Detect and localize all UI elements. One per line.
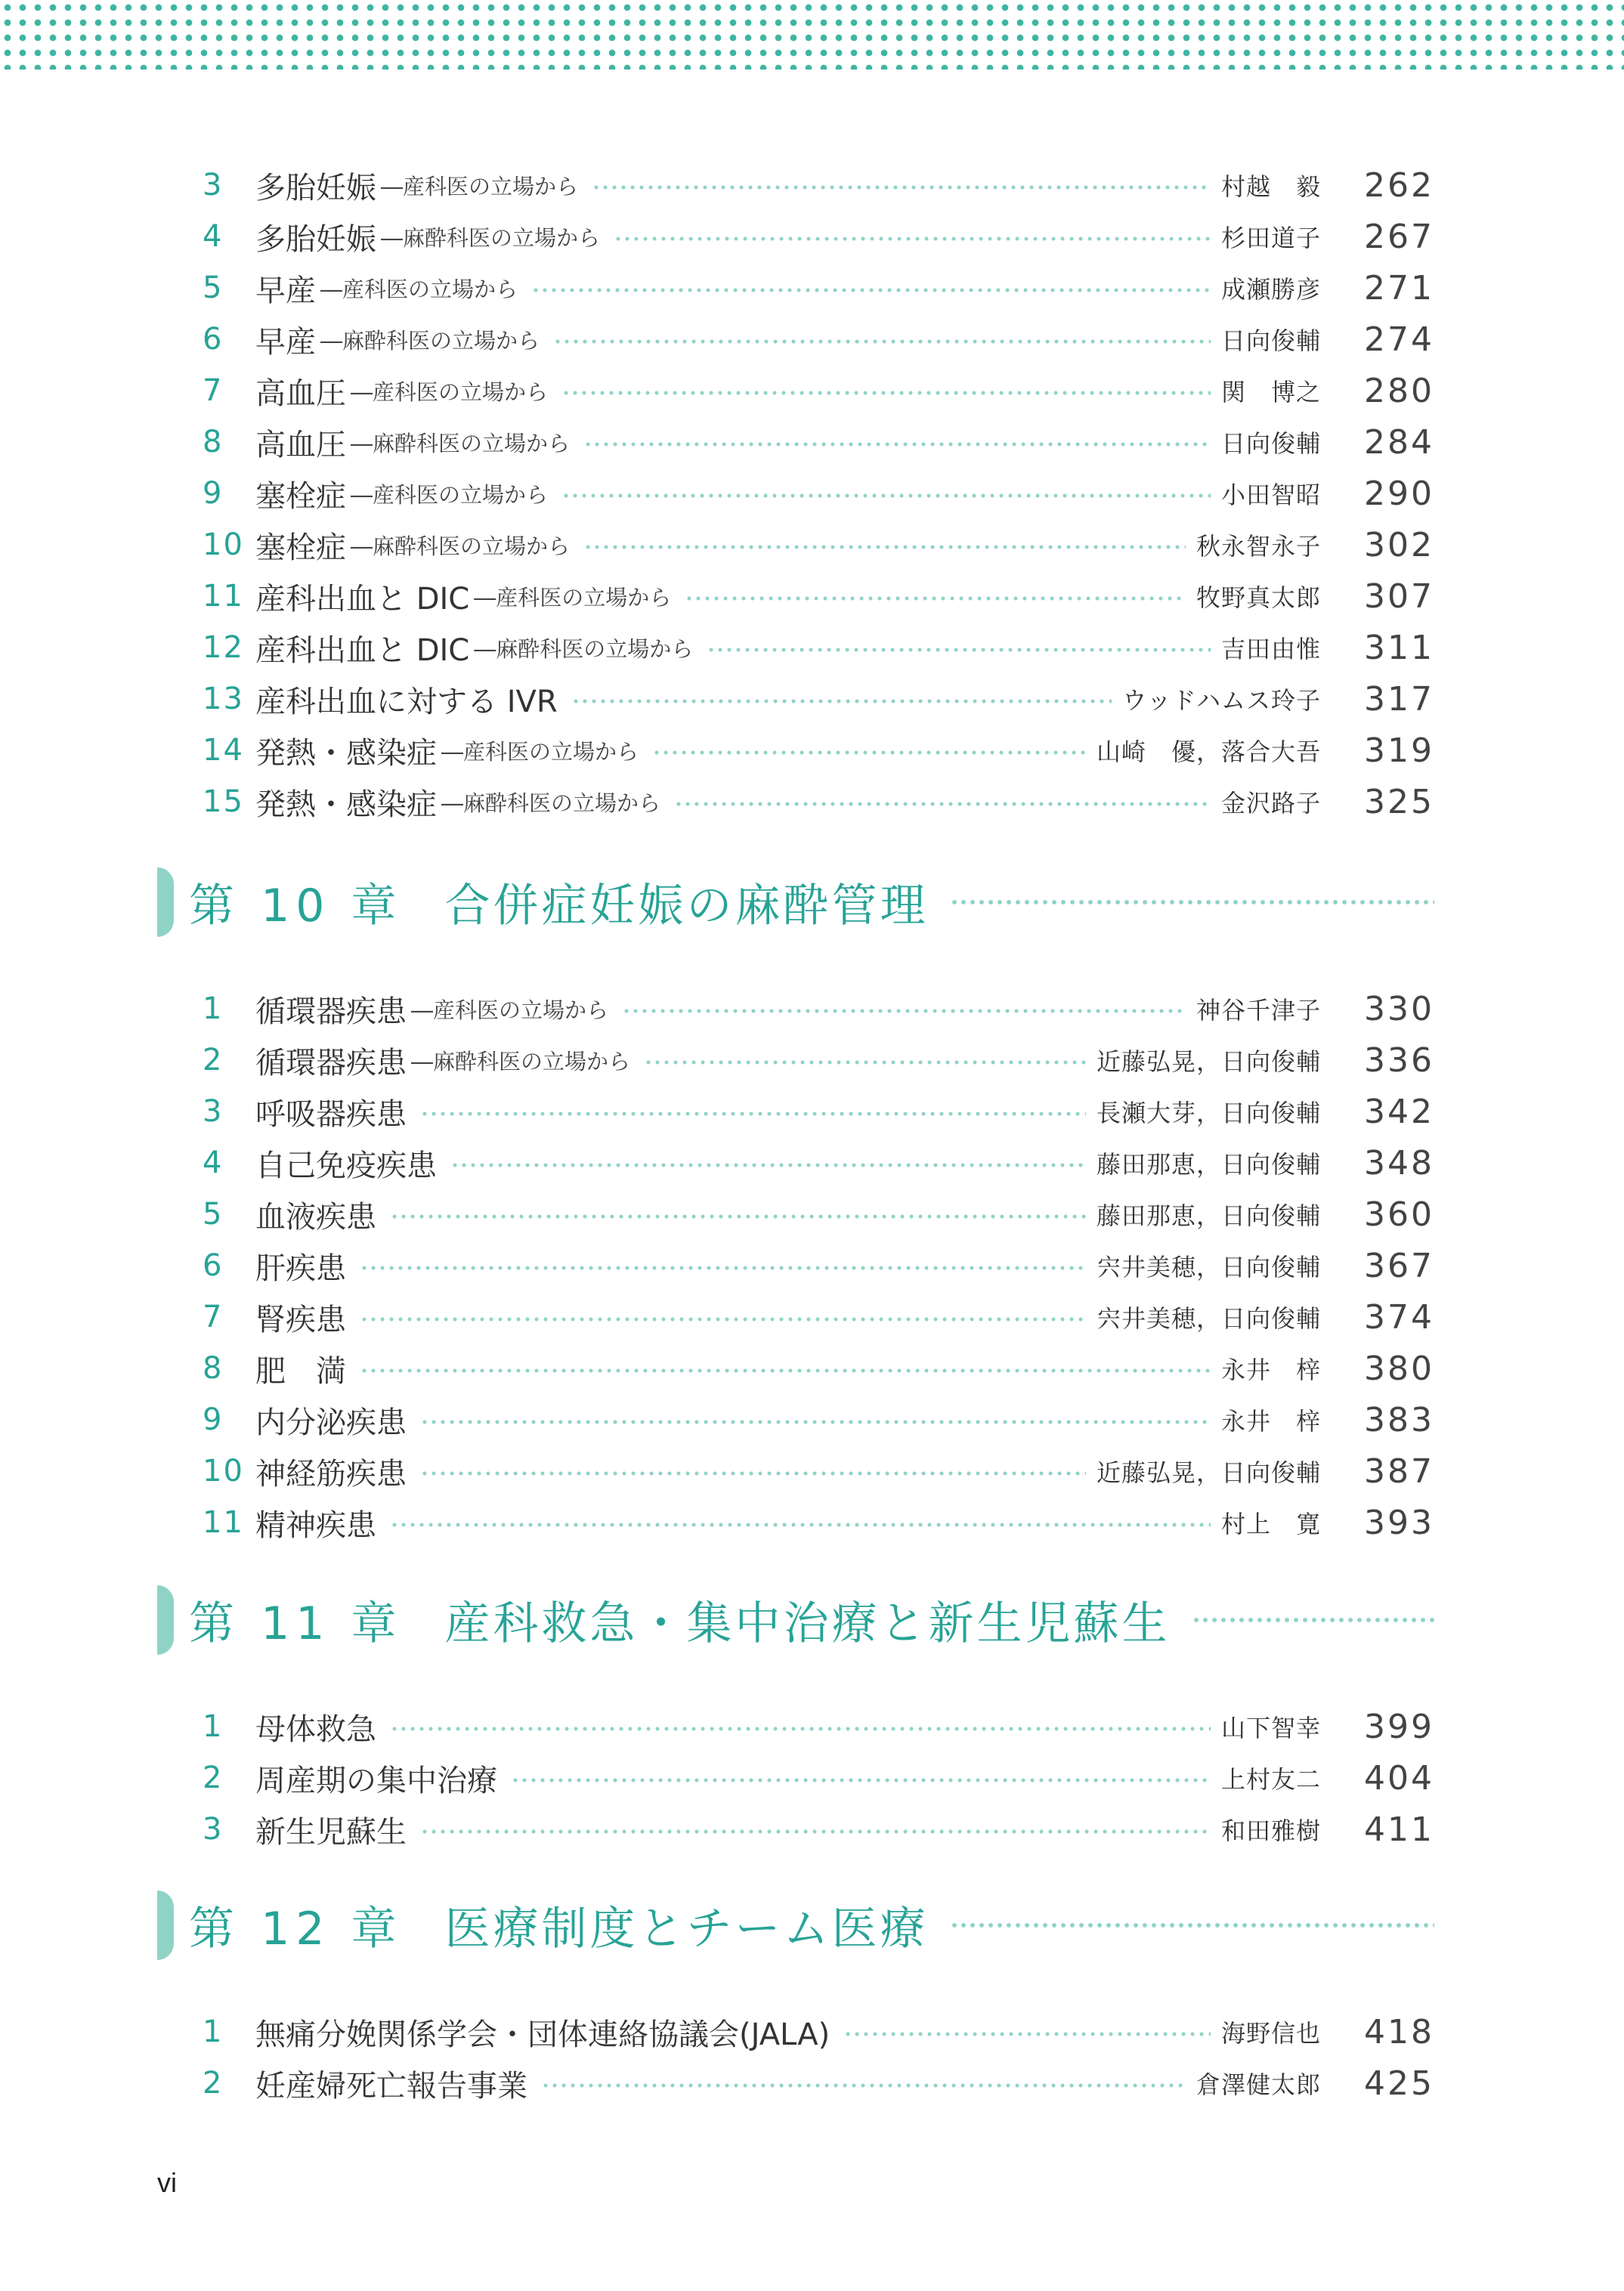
entry-leader-dots [390, 1727, 1211, 1731]
entry-page-number: 284 [1364, 422, 1434, 462]
entry-number: 4 [203, 1146, 224, 1180]
entry-number: 3 [203, 168, 224, 203]
entry-leader-dots [511, 1778, 1211, 1782]
toc-entry[interactable] [203, 1398, 1434, 1442]
entry-leader-dots [390, 1214, 1086, 1219]
entry-leader-dots [360, 1368, 1211, 1373]
entry-leader-dots [561, 391, 1211, 395]
entry-leader-dots [674, 802, 1211, 806]
entry-page-number: 271 [1364, 268, 1434, 308]
entry-author: 近藤弘晃，日向俊輔 [1096, 1458, 1321, 1487]
entry-title: 神経筋疾患 [255, 1456, 407, 1492]
entry-author: 村上 寛 [1220, 1510, 1321, 1538]
entry-author: 海野信也 [1220, 2019, 1321, 2048]
entry-page-number: 383 [1364, 1400, 1434, 1439]
entry-author: 藤田那恵，日向俊輔 [1096, 1150, 1321, 1179]
entry-leader-dots [571, 699, 1112, 703]
toc-entry[interactable] [203, 728, 1434, 772]
entry-leader-dots [420, 1111, 1086, 1116]
entry-number: 2 [203, 1043, 224, 1077]
entry-number: 9 [203, 476, 224, 511]
entry-author: 日向俊輔 [1220, 429, 1321, 458]
entry-title: 循環器疾患 [255, 1045, 407, 1081]
entry-number: 14 [203, 733, 244, 768]
entry-title: 内分泌疾患 [255, 1405, 407, 1440]
entry-author: 牧野真太郎 [1196, 583, 1321, 612]
entry-subtitle: ―麻酔科医の立場から [351, 533, 571, 559]
chapter-tab-marker [157, 1891, 174, 1960]
entry-title: 高血圧 [255, 376, 346, 411]
chapter-tab-marker [157, 867, 174, 937]
entry-page-number: 367 [1364, 1246, 1434, 1285]
chapter-number: 第 10 章 [189, 880, 403, 932]
toc-entry[interactable] [203, 1244, 1434, 1288]
entry-title: 産科出血と DIC [255, 632, 470, 668]
entry-author: 杉田道子 [1220, 224, 1321, 252]
entry-leader-dots [652, 750, 1086, 755]
entry-number: 1 [203, 991, 224, 1026]
entry-author: 神谷千津子 [1196, 996, 1321, 1025]
chapter-title: 医療制度とチーム医療 [444, 1903, 929, 1956]
entry-page-number: 319 [1364, 731, 1434, 770]
entry-title: 自己免疫疾患 [255, 1148, 437, 1183]
entry-leader-dots [531, 288, 1211, 292]
toc-entry[interactable] [203, 2010, 1434, 2054]
entry-subtitle: ―麻酔科医の立場から [441, 790, 661, 816]
toc-entry[interactable] [203, 1807, 1434, 1851]
entry-number: 1 [203, 2014, 224, 2049]
entry-page-number: 387 [1364, 1452, 1434, 1491]
toc-entry[interactable] [203, 1141, 1434, 1185]
entry-title: 多胎妊娠 [255, 170, 376, 206]
entry-page-number: 342 [1364, 1092, 1434, 1131]
entry-author: 山下智幸 [1220, 1714, 1321, 1742]
entry-leader-dots [592, 185, 1211, 190]
entry-subtitle: ―麻酔科医の立場から [351, 430, 571, 456]
entry-page-number: 399 [1364, 1707, 1434, 1746]
entry-subtitle: ―産科医の立場から [474, 584, 672, 611]
entry-leader-dots [622, 1009, 1186, 1013]
entry-title: 精神疾患 [255, 1507, 376, 1543]
entry-subtitle: ―産科医の立場から [351, 379, 549, 405]
toc-entry[interactable] [203, 420, 1434, 464]
entry-author: 永井 梓 [1220, 1356, 1321, 1384]
toc-entry[interactable] [203, 987, 1434, 1031]
toc-entry[interactable] [203, 574, 1434, 618]
entry-author: 金沢路子 [1220, 789, 1321, 818]
chapter-leader-dots [950, 899, 1435, 905]
entry-author: 近藤弘晃，日向俊輔 [1096, 1047, 1321, 1076]
entry-leader-dots [390, 1523, 1211, 1527]
entry-number: 9 [203, 1402, 224, 1437]
toc-entry[interactable] [203, 1705, 1434, 1748]
entry-number: 2 [203, 2066, 224, 2101]
entry-number: 15 [203, 784, 244, 819]
dotted-header-band [0, 0, 1624, 70]
entry-subtitle: ―産科医の立場から [381, 173, 579, 199]
entry-number: 5 [203, 271, 224, 305]
entry-title: 多胎妊娠 [255, 221, 376, 257]
entry-page-number: 311 [1364, 628, 1434, 667]
entry-title: 呼吸器疾患 [255, 1096, 407, 1132]
entry-author: 宍井美穂，日向俊輔 [1096, 1253, 1321, 1282]
entry-title: 妊産婦死亡報告事業 [255, 2068, 527, 2104]
chapter-number: 第 11 章 [189, 1597, 403, 1650]
entry-page-number: 274 [1364, 320, 1434, 359]
toc-entry[interactable] [203, 1192, 1434, 1236]
entry-subtitle: ―麻酔科医の立場から [320, 327, 540, 354]
toc-entry[interactable] [203, 677, 1434, 721]
entry-title: 発熱・感染症 [255, 787, 437, 822]
entry-title: 肝疾患 [255, 1251, 346, 1286]
entry-title: 発熱・感染症 [255, 735, 437, 771]
chapter-leader-dots [950, 1922, 1435, 1928]
entry-title: 高血圧 [255, 427, 346, 462]
entry-page-number: 411 [1364, 1810, 1434, 1849]
toc-entry[interactable] [203, 163, 1434, 207]
toc-entry[interactable] [203, 626, 1434, 669]
entry-author: 倉澤健太郎 [1196, 2070, 1321, 2099]
entry-leader-dots [450, 1163, 1086, 1167]
entry-title: 母体救急 [255, 1711, 376, 1747]
toc-entry[interactable] [203, 369, 1434, 413]
entry-author: 和田雅樹 [1220, 1816, 1321, 1845]
entry-subtitle: ―麻酔科医の立場から [411, 1048, 631, 1074]
entry-title: 新生児蘇生 [255, 1814, 407, 1850]
entry-author: ウッドハムス玲子 [1122, 686, 1321, 715]
chapter-leader-dots [1192, 1617, 1435, 1623]
entry-number: 8 [203, 1351, 224, 1386]
entry-title: 肥 満 [255, 1353, 346, 1389]
entry-number: 12 [203, 630, 244, 665]
entry-author: 長瀬大芽，日向俊輔 [1096, 1099, 1321, 1127]
toc-entry[interactable] [203, 1038, 1434, 1082]
entry-subtitle: ―産科医の立場から [441, 738, 639, 765]
entry-page-number: 380 [1364, 1349, 1434, 1388]
entry-number: 6 [203, 322, 224, 357]
chapter-title: 合併症妊娠の麻酔管理 [444, 880, 929, 932]
entry-title: 循環器疾患 [255, 994, 407, 1029]
entry-page-number: 348 [1364, 1143, 1434, 1183]
entry-number: 1 [203, 1709, 224, 1744]
entry-page-number: 302 [1364, 525, 1434, 564]
entry-page-number: 280 [1364, 371, 1434, 410]
toc-entry[interactable] [203, 215, 1434, 258]
entry-number: 5 [203, 1197, 224, 1232]
entry-leader-dots [644, 1060, 1086, 1065]
entry-title: 産科出血と DIC [255, 581, 470, 617]
toc-entry[interactable] [203, 1756, 1434, 1800]
entry-subtitle: ―産科医の立場から [351, 481, 549, 508]
entry-author: 村越 毅 [1220, 172, 1321, 201]
entry-leader-dots [583, 442, 1211, 447]
entry-leader-dots [553, 339, 1211, 344]
toc-entry[interactable] [203, 317, 1434, 361]
entry-page-number: 330 [1364, 989, 1434, 1028]
entry-page-number: 307 [1364, 577, 1434, 616]
toc-entry[interactable] [203, 1501, 1434, 1544]
entry-number: 10 [203, 1454, 244, 1489]
entry-title: 腎疾患 [255, 1302, 346, 1337]
entry-leader-dots [614, 237, 1211, 241]
entry-number: 13 [203, 682, 244, 716]
entry-page-number: 290 [1364, 474, 1434, 513]
toc-entry[interactable] [203, 1346, 1434, 1390]
entry-number: 6 [203, 1248, 224, 1283]
entry-leader-dots [583, 545, 1186, 549]
chapter-heading [157, 864, 1434, 940]
entry-number: 11 [203, 1505, 244, 1540]
toc-entry[interactable] [203, 471, 1434, 515]
entry-subtitle: ―麻酔科医の立場から [474, 635, 694, 662]
entry-leader-dots [420, 1420, 1211, 1424]
chapter-number: 第 12 章 [189, 1903, 403, 1956]
toc-entry[interactable] [203, 2061, 1434, 2105]
entry-leader-dots [360, 1317, 1086, 1322]
entry-number: 3 [203, 1812, 224, 1847]
entry-leader-dots [843, 2032, 1211, 2036]
entry-author: 永井 梓 [1220, 1407, 1321, 1436]
entry-title: 塞栓症 [255, 478, 346, 514]
entry-title: 塞栓症 [255, 530, 346, 565]
entry-page-number: 267 [1364, 217, 1434, 256]
entry-number: 8 [203, 425, 224, 459]
entry-title: 産科出血に対する IVR [255, 684, 558, 719]
entry-leader-dots [420, 1829, 1211, 1834]
entry-title: 早産 [255, 324, 316, 360]
entry-page-number: 418 [1364, 2012, 1434, 2051]
entry-subtitle: ―産科医の立場から [411, 997, 609, 1023]
chapter-heading [157, 1888, 1434, 1963]
entry-number: 11 [203, 579, 244, 614]
entry-author: 秋永智永子 [1196, 532, 1321, 561]
entry-author: 吉田由惟 [1220, 635, 1321, 663]
entry-title: 血液疾患 [255, 1199, 376, 1235]
toc-entry[interactable] [203, 266, 1434, 310]
entry-author: 関 博之 [1220, 378, 1321, 407]
entry-leader-dots [420, 1471, 1086, 1476]
entry-subtitle: ―産科医の立場から [320, 276, 518, 302]
toc-entry[interactable] [203, 1090, 1434, 1133]
entry-page-number: 325 [1364, 782, 1434, 821]
chapter-title: 産科救急・集中治療と新生児蘇生 [444, 1597, 1171, 1650]
toc-entry[interactable] [203, 780, 1434, 824]
toc-entry[interactable] [203, 1295, 1434, 1339]
entry-number: 7 [203, 373, 224, 408]
entry-author: 日向俊輔 [1220, 326, 1321, 355]
entry-title: 周産期の集中治療 [255, 1763, 497, 1798]
entry-leader-dots [707, 648, 1211, 652]
entry-leader-dots [685, 596, 1186, 601]
entry-author: 小田智昭 [1220, 481, 1321, 509]
entry-leader-dots [561, 493, 1211, 498]
entry-page-number: 262 [1364, 165, 1434, 205]
entry-author: 上村友二 [1220, 1765, 1321, 1794]
entry-page-number: 404 [1364, 1758, 1434, 1798]
page-folio: vi [157, 2167, 177, 2198]
entry-author: 藤田那恵，日向俊輔 [1096, 1201, 1321, 1230]
chapter-tab-marker [157, 1585, 174, 1655]
entry-page-number: 425 [1364, 2064, 1434, 2103]
entry-author: 成瀬勝彦 [1220, 275, 1321, 304]
entry-author: 山崎 優，落合大吾 [1096, 737, 1321, 766]
entry-page-number: 374 [1364, 1297, 1434, 1337]
chapter-heading [157, 1582, 1434, 1658]
entry-page-number: 336 [1364, 1040, 1434, 1080]
entry-page-number: 393 [1364, 1503, 1434, 1542]
entry-number: 4 [203, 219, 224, 254]
entry-page-number: 317 [1364, 679, 1434, 719]
entry-number: 3 [203, 1094, 224, 1129]
entry-number: 7 [203, 1300, 224, 1334]
toc-entry[interactable] [203, 1449, 1434, 1493]
entry-author: 宍井美穂，日向俊輔 [1096, 1304, 1321, 1333]
entry-leader-dots [360, 1266, 1086, 1270]
entry-number: 10 [203, 527, 244, 562]
entry-page-number: 360 [1364, 1195, 1434, 1234]
entry-title: 無痛分娩関係学会・団体連絡協議会(JALA) [255, 2017, 831, 2052]
entry-leader-dots [541, 2083, 1186, 2088]
entry-number: 2 [203, 1761, 224, 1795]
entry-title: 早産 [255, 273, 316, 308]
toc-entry[interactable] [203, 523, 1434, 567]
entry-subtitle: ―麻酔科医の立場から [381, 224, 601, 251]
